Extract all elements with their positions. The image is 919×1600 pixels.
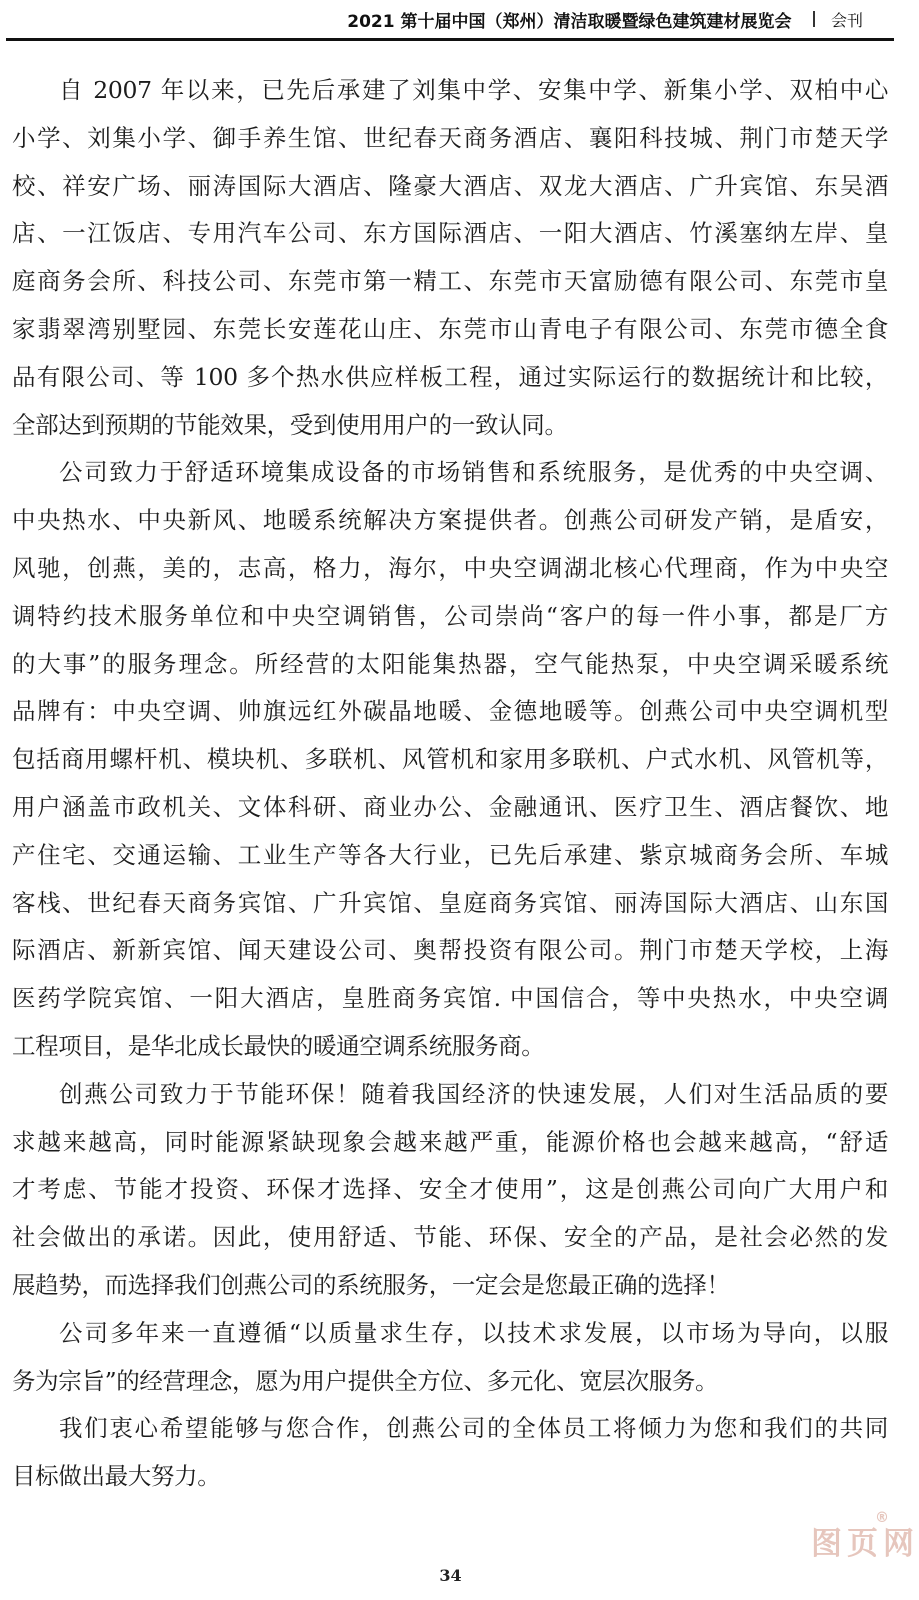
header-title: 2021 第十届中国（郑州）清洁取暖暨绿色建筑建材展览会 — [347, 11, 792, 32]
text-line: 工程项目，是华北成长最快的暖通空调系统服务商。 — [12, 1031, 545, 1060]
text-line: 的大事”的服务理念。所经营的太阳能集热器，空气能热泵，中央空调采暖系统 — [12, 649, 888, 678]
page-number: 34 — [439, 1566, 462, 1585]
watermark — [811, 1510, 919, 1568]
text-line: 我们衷心希望能够与您合作，创燕公司的全体员工将倾力为您和我们的共同 — [59, 1414, 888, 1443]
text-line: 风驰，创燕，美的，志高，格力，海尔，中央空调湖北核心代理商，作为中央空 — [12, 553, 888, 582]
text-line: 客栈、世纪春天商务宾馆、广升宾馆、皇庭商务宾馆、丽涛国际大酒店、山东国 — [12, 888, 888, 917]
text-line: 务为宗旨”的经营理念，愿为用户提供全方位、多元化、宽层次服务。 — [12, 1366, 719, 1395]
text-line: 品有限公司、等 100 多个热水供应样板工程，通过实际运行的数据统计和比较， — [12, 362, 888, 391]
text-line: 公司多年来一直遵循“以质量求生存，以技术求发展，以市场为导向，以服 — [59, 1318, 888, 1347]
text-line: 校、祥安广场、丽涛国际大酒店、隆豪大酒店、双龙大酒店、广升宾馆、东吴酒 — [12, 171, 888, 200]
text-line: 用户涵盖市政机关、文体科研、商业办公、金融通讯、医疗卫生、酒店餐饮、地 — [12, 792, 888, 821]
text-line: 展趋势，而选择我们创燕公司的系统服务，一定会是您最正确的选择！ — [12, 1270, 730, 1299]
watermark-text: 图页网 — [811, 1526, 919, 1562]
text-line: 创燕公司致力于节能环保！随着我国经济的快速发展，人们对生活品质的要 — [59, 1079, 888, 1108]
text-line: 才考虑、节能才投资、环保才选择、安全才使用”，这是创燕公司向广大用户和 — [12, 1175, 888, 1204]
text-line: 目标做出最大努力。 — [12, 1462, 221, 1491]
text-line: 社会做出的承诺。因此，使用舒适、节能、环保、安全的产品，是社会必然的发 — [12, 1223, 888, 1252]
text-line: 小学、刘集小学、御手养生馆、世纪春天商务酒店、襄阳科技城、荆门市楚天学 — [12, 123, 888, 152]
text-line: 求越来越高，同时能源紧缺现象会越来越严重，能源价格也会越来越高，“舒适 — [12, 1127, 888, 1156]
text-line: 庭商务会所、科技公司、东莞市第一精工、东莞市天富励德有限公司、东莞市皇 — [12, 267, 888, 296]
header-text — [347, 6, 863, 32]
header-separator — [813, 11, 815, 27]
text-line: 医药学院宾馆、一阳大酒店，皇胜商务宾馆. 中国信合，等中央热水，中央空调 — [12, 984, 888, 1013]
registered-mark: ® — [875, 1510, 889, 1526]
text-line: 自 2007 年以来，已先后承建了刘集中学、安集中学、新集小学、双柏中心 — [59, 76, 888, 104]
text-line: 店、一江饭店、专用汽车公司、东方国际酒店、一阳大酒店、竹溪塞纳左岸、皇 — [12, 219, 888, 248]
text-line: 际酒店、新新宾馆、闻天建设公司、奥帮投资有限公司。荆门市楚天学校，上海 — [12, 936, 888, 965]
text-line: 品牌有：中央空调、帅旗远红外碳晶地暖、金德地暖等。创燕公司中央空调机型 — [12, 697, 888, 726]
header-rule — [6, 38, 894, 41]
text-line: 包括商用螺杆机、模块机、多联机、风管机和家用多联机、户式水机、风管机等， — [12, 745, 888, 774]
text-line: 公司致力于舒适环境集成设备的市场销售和系统服务，是优秀的中央空调、 — [59, 458, 888, 487]
header-section: 会刊 — [830, 10, 863, 30]
text-line: 全部达到预期的节能效果，受到使用用户的一致认同。 — [12, 410, 568, 439]
page-header — [0, 0, 901, 44]
text-line: 调特约技术服务单位和中央空调销售，公司崇尚“客户的每一件小事，都是厂方 — [12, 601, 888, 630]
text-line: 产住宅、交通运输、工业生产等各大行业，已先后承建、紫京城商务会所、车城 — [12, 840, 888, 869]
body-text — [12, 67, 888, 1501]
text-line: 中央热水、中央新风、地暖系统解决方案提供者。创燕公司研发产销，是盾安， — [12, 506, 888, 535]
text-line: 家翡翠湾别墅园、东莞长安莲花山庄、东莞市山青电子有限公司、东莞市德全食 — [12, 314, 888, 343]
